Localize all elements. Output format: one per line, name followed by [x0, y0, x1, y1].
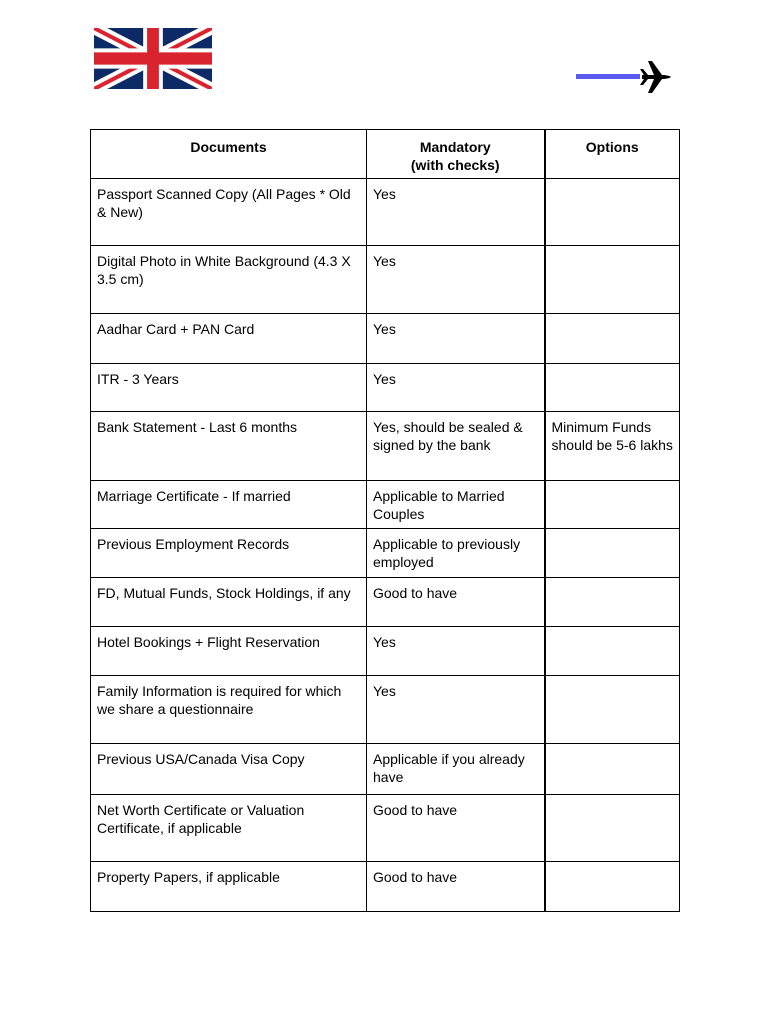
table-row	[91, 676, 680, 744]
cell-document: Marriage Certificate - If married	[91, 481, 367, 529]
cell-mandatory: Applicable to Married Couples	[367, 481, 545, 529]
table-row	[91, 364, 680, 412]
table-row	[91, 481, 680, 529]
cell-document: Family Information is required for which we share a questionnaire	[91, 676, 367, 744]
cell-document: Previous Employment Records	[91, 529, 367, 578]
cell-mandatory: Yes, should be sealed & signed by the bank	[367, 412, 545, 481]
cell-mandatory: Yes	[367, 246, 545, 314]
cell-mandatory: Yes	[367, 364, 545, 412]
cell-options	[545, 795, 680, 862]
table-row	[91, 795, 680, 862]
table-row	[91, 529, 680, 578]
cell-document: Digital Photo in White Background (4.3 X 3.5 cm)	[91, 246, 367, 314]
cell-options	[545, 246, 680, 314]
cell-options	[545, 578, 680, 627]
cell-document: Property Papers, if applicable	[91, 862, 367, 912]
cell-document: Bank Statement - Last 6 months	[91, 412, 367, 481]
cell-mandatory: Yes	[367, 676, 545, 744]
table-row	[91, 627, 680, 676]
cell-document: Hotel Bookings + Flight Reservation	[91, 627, 367, 676]
cell-mandatory: Yes	[367, 627, 545, 676]
cell-document: Aadhar Card + PAN Card	[91, 314, 367, 364]
cell-options	[545, 364, 680, 412]
header-options: Options	[545, 130, 680, 179]
cell-mandatory: Good to have	[367, 795, 545, 862]
airplane-icon	[576, 60, 672, 94]
table-row	[91, 862, 680, 912]
table-row	[91, 412, 680, 481]
cell-options	[545, 481, 680, 529]
cell-options	[545, 179, 680, 246]
cell-options	[545, 862, 680, 912]
cell-options	[545, 529, 680, 578]
table-row	[91, 179, 680, 246]
cell-document: ITR - 3 Years	[91, 364, 367, 412]
cell-options: Minimum Funds should be 5-6 lakhs	[545, 412, 680, 481]
table-header-row	[91, 130, 680, 179]
header-mandatory-line2: (with checks)	[410, 157, 500, 173]
cell-options	[545, 314, 680, 364]
header-mandatory	[367, 130, 545, 179]
cell-options	[545, 676, 680, 744]
cell-mandatory: Applicable if you already have	[367, 744, 545, 795]
cell-mandatory: Yes	[367, 314, 545, 364]
table-row	[91, 578, 680, 627]
cell-document: FD, Mutual Funds, Stock Holdings, if any	[91, 578, 367, 627]
header-documents: Documents	[91, 130, 367, 179]
table-row	[91, 744, 680, 795]
cell-mandatory: Yes	[367, 179, 545, 246]
cell-document: Previous USA/Canada Visa Copy	[91, 744, 367, 795]
cell-options	[545, 627, 680, 676]
cell-document: Net Worth Certificate or Valuation Certificate, if applicable	[91, 795, 367, 862]
cell-mandatory: Applicable to previously employed	[367, 529, 545, 578]
table-row	[91, 314, 680, 364]
documents-table	[90, 129, 680, 912]
cell-options	[545, 744, 680, 795]
union-jack-flag-icon	[94, 28, 212, 89]
header-mandatory-line1: Mandatory	[419, 139, 491, 155]
cell-mandatory: Good to have	[367, 578, 545, 627]
cell-mandatory: Good to have	[367, 862, 545, 912]
cell-document: Passport Scanned Copy (All Pages * Old & New)	[91, 179, 367, 246]
table-row	[91, 246, 680, 314]
